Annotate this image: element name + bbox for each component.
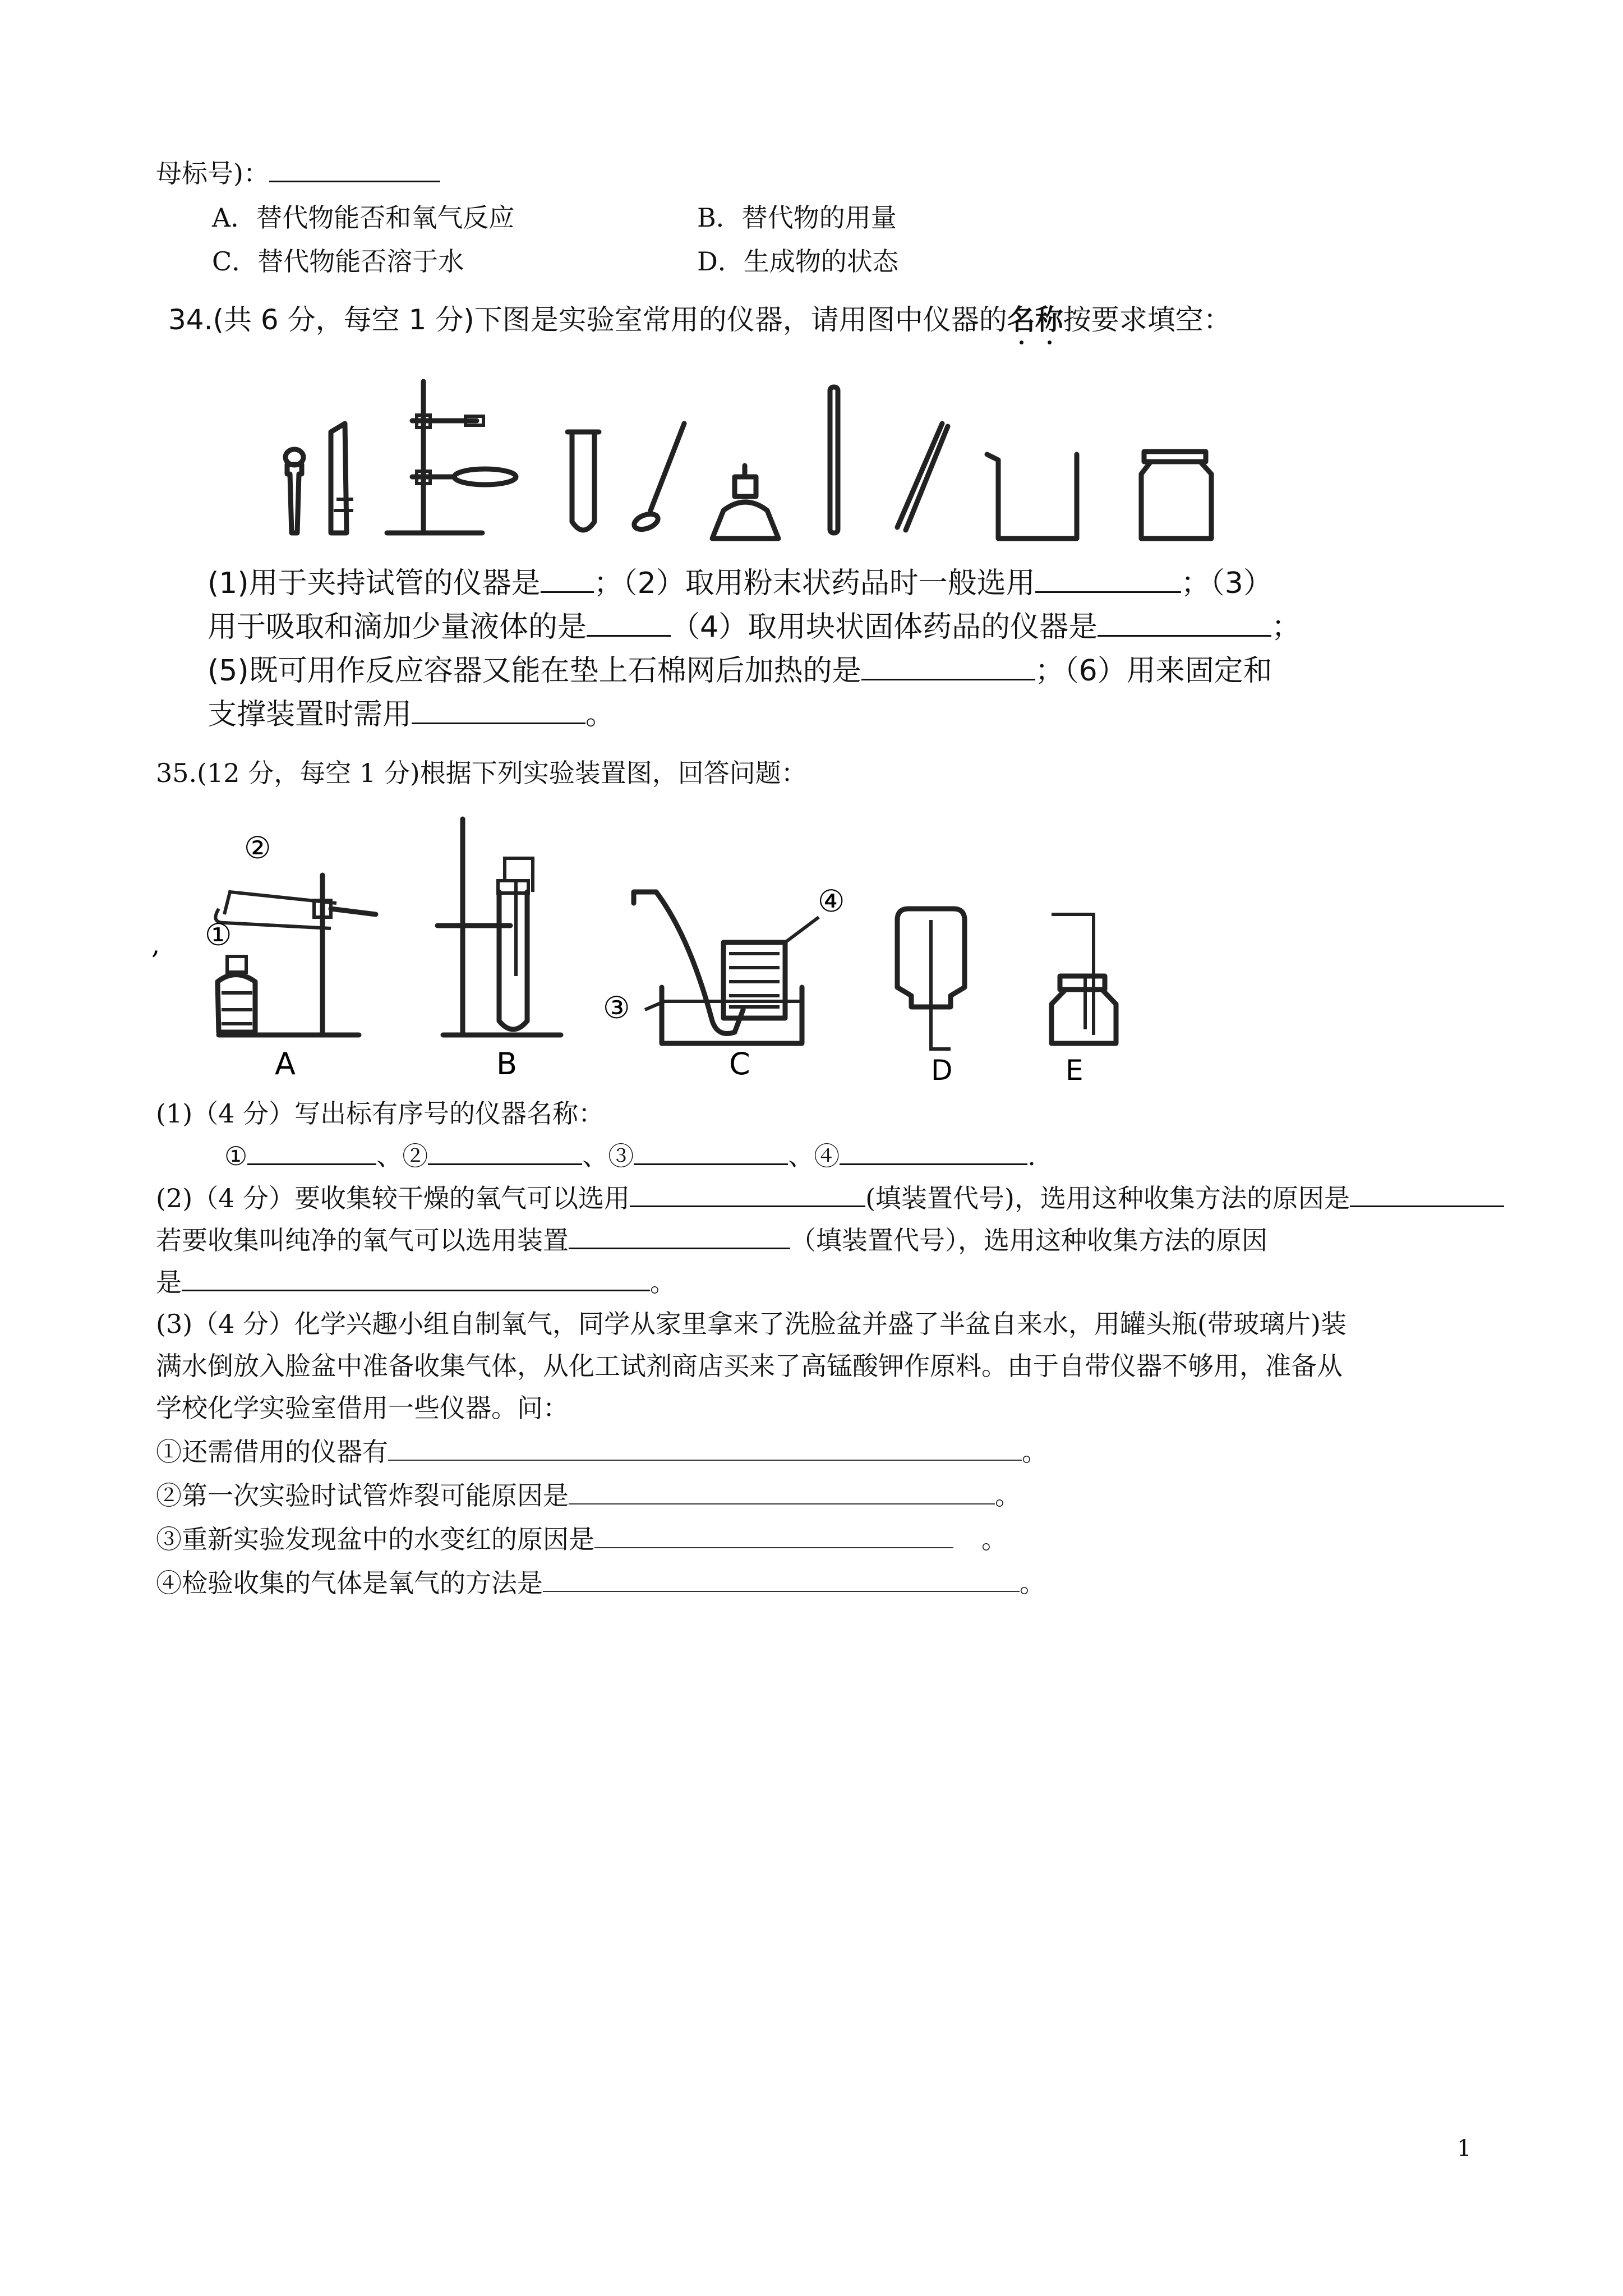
q35-blank-9[interactable]	[388, 1435, 1022, 1461]
q35-circle-3: 、③	[582, 1141, 634, 1171]
q35-apparatus-figure	[151, 808, 1161, 1099]
q35-part2-end: 。	[650, 1267, 676, 1297]
label-e: E	[1066, 1054, 1083, 1087]
q35-q2-end: 。	[995, 1480, 1021, 1511]
q35-blank-4[interactable]	[840, 1139, 1027, 1165]
q34-blank-2[interactable]	[1035, 567, 1181, 593]
q35-circle-2: 、②	[376, 1141, 428, 1171]
q35-blank-5[interactable]	[630, 1181, 865, 1207]
test-tube-holder-icon	[331, 424, 353, 533]
q35-circle-4: 、④	[788, 1141, 840, 1171]
label-b: B	[496, 1046, 518, 1082]
mark-2: ②	[244, 830, 271, 866]
label-a: A	[275, 1046, 296, 1082]
q35-blank-1[interactable]	[247, 1139, 376, 1165]
alcohol-lamp-icon	[712, 466, 778, 539]
q35-blank-12[interactable]	[543, 1566, 1020, 1592]
dropper-icon	[285, 449, 303, 533]
page-number: 1	[1457, 2136, 1472, 2161]
q35-part3-q1	[156, 1435, 1048, 1469]
apparatus-d	[897, 909, 965, 1087]
apparatus-c	[603, 884, 845, 1082]
q34-q4-text: （4）取用块状固体药品的仪器是	[671, 610, 1098, 644]
q35-part2-line2	[156, 1223, 1267, 1257]
q33-option-c: C．替代物能否溶于水	[212, 246, 464, 277]
q34-blank-5[interactable]	[861, 654, 1035, 680]
q35-q2-text: ②第一次实验时试管炸裂可能原因是	[156, 1480, 569, 1511]
q34-line-1	[208, 567, 1272, 600]
q34-emphasis-2: 称	[1035, 303, 1063, 336]
q34-q3-text: 用于吸取和滴加少量液体的是	[208, 610, 587, 644]
iron-stand-icon	[387, 381, 516, 533]
q33-answer-blank[interactable]	[269, 156, 440, 182]
q34-emphasis-1: 名	[1007, 303, 1035, 336]
q33-option-b: B．替代物的用量	[697, 203, 897, 233]
q34-q6-lead: ；（6）用来固定和	[1035, 654, 1272, 688]
q34-instruments-figure	[269, 370, 1251, 550]
q34-q5-text: (5)既可用作反应容器又能在垫上石棉网后加热的是	[208, 654, 861, 688]
q33-option-d: D．生成物的状态	[697, 246, 898, 277]
spoon-icon	[632, 424, 684, 532]
q34-stem-end: 按要求填空：	[1063, 303, 1232, 336]
q35-blank-6[interactable]	[1350, 1181, 1504, 1207]
label-c: C	[729, 1046, 750, 1082]
q35-blank-10[interactable]	[569, 1479, 995, 1504]
q35-stem: 35.(12 分，每空 1 分)根据下列实验装置图，回答问题：	[156, 758, 807, 788]
mark-1: ①	[205, 917, 232, 953]
mark-4: ④	[818, 884, 845, 919]
q35-part2-text-c: 若要收集叫纯净的氧气可以选用装置	[156, 1225, 569, 1255]
q35-circle-1: ①	[224, 1141, 248, 1171]
q34-blank-4[interactable]	[1098, 610, 1271, 637]
q35-q4-end: 。	[1020, 1568, 1045, 1598]
q35-blank-2[interactable]	[428, 1139, 582, 1165]
q35-blank-3[interactable]	[634, 1139, 788, 1165]
q33-prefix-line	[156, 156, 440, 190]
q35-part3-line3: 学校化学实验室借用一些仪器。问：	[156, 1393, 569, 1423]
q34-q3-lead: ；（3）	[1181, 567, 1272, 600]
q35-q1-text: ①还需借用的仪器有	[156, 1437, 388, 1467]
mark-3: ③	[603, 990, 630, 1025]
q35-part2-text-b: (填装置代号)，选用这种收集方法的原因是	[865, 1183, 1350, 1213]
q34-line-3	[208, 654, 1272, 688]
q35-part3-line2: 满水倒放入脸盆中准备收集气体，从化工试剂商店买来了高锰酸钾作原料。由于自带仪器不够用，准备从	[156, 1351, 1343, 1381]
q35-part3-q2	[156, 1479, 1021, 1512]
q34-q2-text: ；（2）取用粉末状药品时一般选用	[593, 567, 1035, 600]
q34-q6-end: 。	[585, 698, 615, 731]
apparatus-e	[1052, 914, 1116, 1087]
q34-line-2	[208, 610, 1301, 644]
q34-blank-1[interactable]	[541, 567, 594, 593]
q35-blank-11[interactable]	[594, 1522, 953, 1548]
q35-part3-q3	[156, 1522, 1007, 1556]
q34-stem-text: 34.(共 6 分，每空 1 分)下图是实验室常用的仪器，请用图中仪器的	[168, 303, 1007, 336]
q34-stem	[168, 303, 1232, 337]
q34-line-4	[208, 698, 615, 731]
q33-prefix: 母标号)：	[156, 158, 269, 188]
q34-blank-6[interactable]	[412, 698, 585, 724]
q35-part2-text-a: (2)（4 分）要收集较干燥的氧气可以选用	[156, 1183, 630, 1213]
test-tube-icon	[568, 432, 599, 530]
q34-blank-3[interactable]	[587, 610, 671, 637]
q35-part1-end: .	[1027, 1141, 1036, 1171]
q35-part3-line1: (3)（4 分）化学兴趣小组自制氧气，同学从家里拿来了洗脸盆并盛了半盆自来水，用罐头瓶(带玻璃片)装	[156, 1309, 1347, 1339]
q35-blank-8[interactable]	[182, 1265, 650, 1291]
q35-part2-text-e: 是	[156, 1267, 182, 1297]
apparatus-a	[205, 830, 376, 1082]
q34-q1-text: (1)用于夹持试管的仪器是	[208, 567, 541, 600]
tweezers-icon	[897, 424, 948, 530]
label-d: D	[931, 1054, 953, 1087]
q34-q6-text: 支撑装置时需用	[208, 698, 412, 731]
q35-part1-title: (1)（4 分）写出标有序号的仪器名称：	[156, 1098, 605, 1129]
q33-option-a: A．替代物能否和氧气反应	[212, 203, 515, 233]
wide-mouth-bottle-icon	[1141, 452, 1211, 539]
alcohol-lamp-icon	[218, 956, 255, 1032]
q35-q1-end: 。	[1022, 1437, 1048, 1467]
q35-q4-text: ④检验收集的气体是氧气的方法是	[156, 1568, 543, 1598]
q35-q3-text: ③重新实验发现盆中的水变红的原因是	[156, 1524, 594, 1554]
glass-rod-icon	[830, 387, 838, 533]
q35-part2-line1	[156, 1181, 1504, 1215]
q35-part1-blanks	[224, 1139, 1036, 1173]
q35-q3-end: 。	[981, 1524, 1007, 1554]
q35-blank-7[interactable]	[569, 1223, 790, 1249]
q35-part3-q4	[156, 1566, 1045, 1600]
q35-part2-line3	[156, 1265, 676, 1299]
q34-q4-end: ；	[1271, 610, 1301, 644]
apparatus-b	[437, 819, 561, 1082]
q35-part2-text-d: （填装置代号），选用这种收集方法的原因	[790, 1225, 1267, 1255]
stray-mark: ,	[151, 929, 160, 960]
beaker-icon	[987, 454, 1077, 539]
